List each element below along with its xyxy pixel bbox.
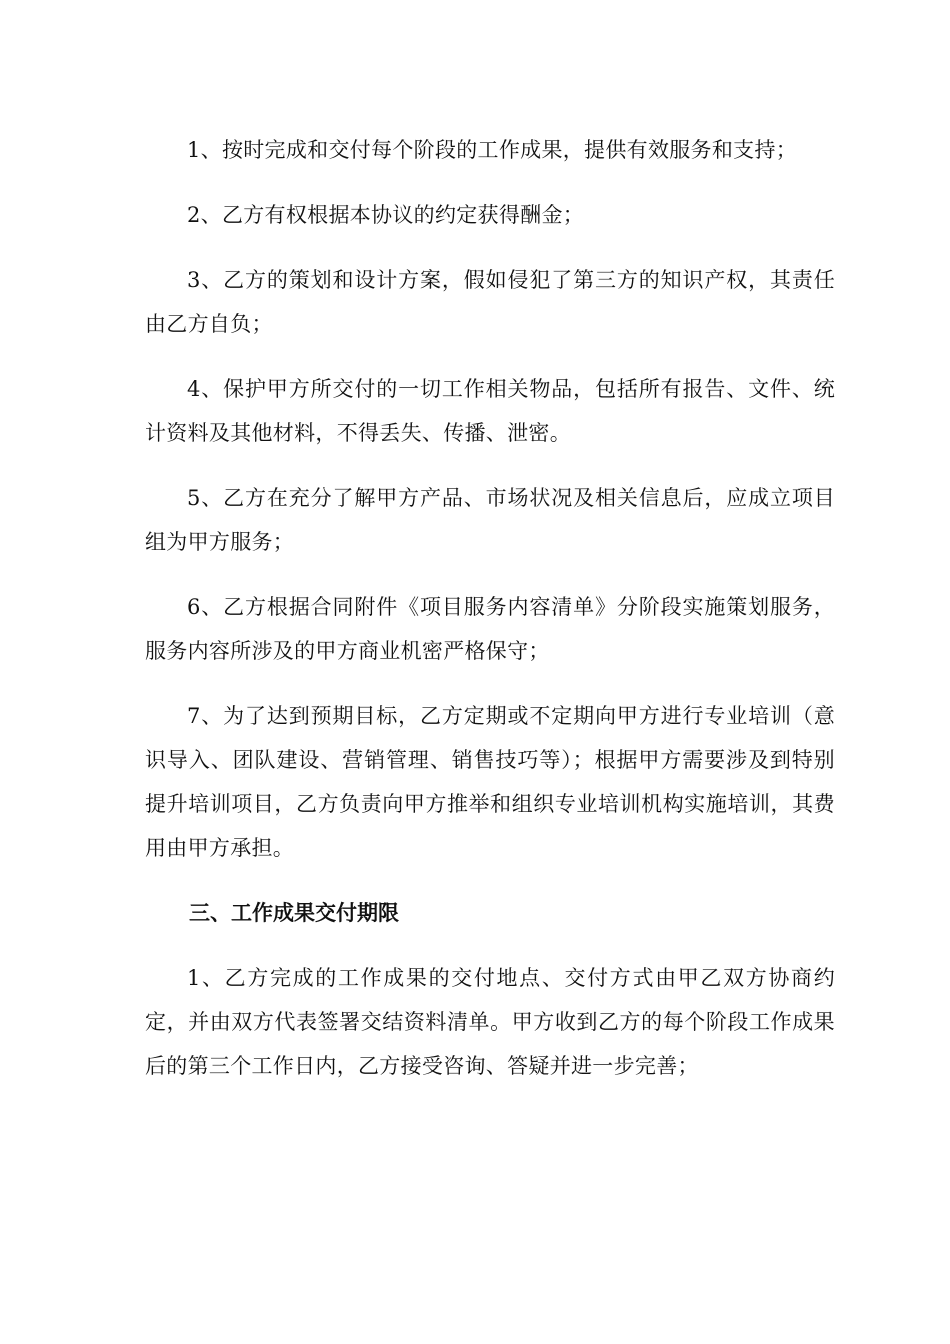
paragraph-item-5: 5、乙方在充分了解甲方产品、市场状况及相关信息后，应成立项目组为甲方服务；	[145, 486, 835, 554]
paragraph-item-6: 6、乙方根据合同附件《项目服务内容清单》分阶段实施策划服务，服务内容所涉及的甲方商业机密严格保守；	[145, 595, 835, 663]
paragraph-item-7: 7、为了达到预期目标，乙方定期或不定期向甲方进行专业培训（意识导入、团队建设、营销管理、销售技巧等）；根据甲方需要涉及到特别提升培训项目，乙方负责向甲方推举和组织专业培训机构实施培训，其费用由甲方承担。	[145, 704, 835, 860]
document-page	[145, 128, 835, 1109]
paragraph-item-3: 3、乙方的策划和设计方案，假如侵犯了第三方的知识产权，其责任由乙方自负；	[145, 268, 835, 336]
paragraph-item-1: 1、按时完成和交付每个阶段的工作成果，提供有效服务和支持；	[187, 138, 798, 162]
section-heading-delivery-period: 三、工作成果交付期限	[189, 901, 399, 925]
paragraph-item-4: 4、保护甲方所交付的一切工作相关物品，包括所有报告、文件、统计资料及其他材料，不得丢失、传播、泄密。	[145, 377, 835, 445]
paragraph-item-2: 2、乙方有权根据本协议的约定获得酬金；	[187, 203, 585, 227]
paragraph-delivery-1: 1、乙方完成的工作成果的交付地点、交付方式由甲乙双方协商约定，并由双方代表签署交结资料清单。甲方收到乙方的每个阶段工作成果后的第三个工作日内，乙方接受咨询、答疑并进一步完善；	[145, 966, 835, 1078]
